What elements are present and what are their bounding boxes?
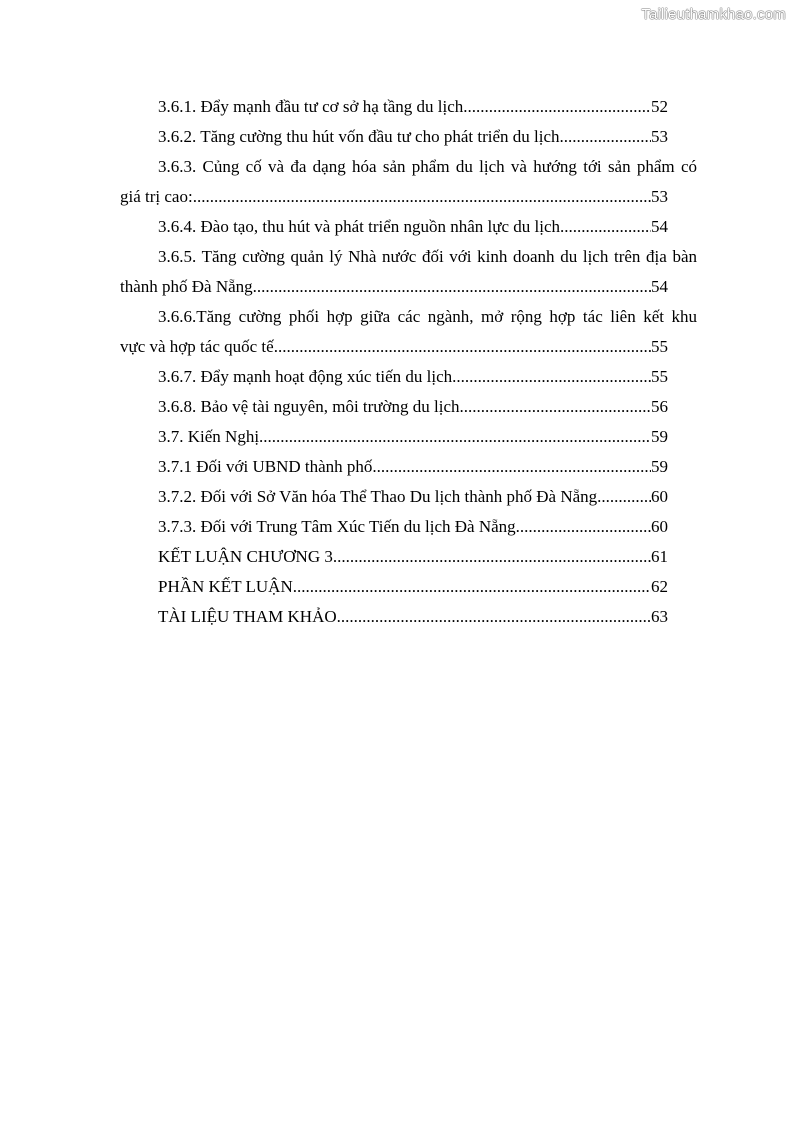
toc-entry-title: 3.6.8. Bảo vệ tài nguyên, môi trường du lịch	[158, 397, 460, 416]
dot-leader	[460, 392, 652, 422]
toc-entry[interactable]	[120, 572, 668, 602]
toc-entry-title-line2: vực và hợp tác quốc tế	[120, 337, 274, 356]
dot-leader	[516, 512, 651, 542]
toc-entry[interactable]	[120, 122, 668, 152]
toc-page-number: 59	[651, 427, 668, 446]
toc-entry-title: 3.6.1. Đẩy mạnh đầu tư cơ sở hạ tầng du lịch	[158, 97, 464, 116]
toc-entry-title: 3.6.2. Tăng cường thu hút vốn đầu tư cho phát triển du lịch	[158, 127, 560, 146]
dot-leader	[463, 92, 651, 122]
toc-entry[interactable]	[120, 212, 668, 242]
toc-page-number: 55	[651, 367, 668, 386]
toc-entry[interactable]	[120, 392, 668, 422]
dot-leader	[193, 182, 651, 212]
toc-entry[interactable]	[120, 422, 668, 452]
toc-entry[interactable]	[120, 152, 697, 212]
toc-entry-title: 3.6.7. Đẩy mạnh hoạt động xúc tiến du lịch	[158, 367, 453, 386]
dot-leader	[372, 452, 651, 482]
toc-entry-title: TÀI LIỆU THAM KHẢO	[158, 607, 337, 626]
dot-leader	[333, 542, 651, 572]
toc-entry[interactable]	[120, 302, 697, 362]
table-of-contents	[120, 92, 697, 632]
toc-entry-title-line1: 3.6.3. Củng cố và đa dạng hóa sản phẩm du lịch và hướng tới sản phẩm có	[158, 157, 697, 176]
dot-leader	[253, 272, 651, 302]
toc-entry[interactable]	[120, 542, 668, 572]
toc-entry[interactable]	[120, 452, 668, 482]
dot-leader	[293, 572, 651, 602]
toc-entry-title-line1: 3.6.6.Tăng cường phối hợp giữa các ngành, mở rộng hợp tác liên kết khu	[158, 307, 697, 326]
toc-page-number: 59	[651, 457, 668, 476]
toc-page-number: 60	[651, 487, 668, 506]
toc-entry[interactable]	[120, 512, 668, 542]
toc-entry[interactable]	[120, 482, 668, 512]
toc-entry-title-line1: 3.6.5. Tăng cường quản lý Nhà nước đối với kinh doanh du lịch trên địa bàn	[158, 247, 697, 266]
watermark-text: Tailieuthamkhao.com	[641, 6, 786, 23]
dot-leader	[560, 122, 651, 152]
toc-entry[interactable]	[120, 362, 668, 392]
dot-leader	[259, 422, 651, 452]
dot-leader	[560, 212, 651, 242]
toc-entry-title: 3.7.1 Đối với UBND thành phố	[158, 457, 373, 476]
toc-page-number: 61	[651, 547, 668, 566]
toc-page-number: 53	[651, 187, 668, 206]
toc-entry[interactable]	[120, 602, 668, 632]
toc-page-number: 54	[651, 217, 668, 236]
toc-entry-title: 3.6.4. Đào tạo, thu hút và phát triển nguồn nhân lực du lịch	[158, 217, 561, 236]
dot-leader	[452, 362, 651, 392]
toc-entry-title: 3.7. Kiến Nghị	[158, 427, 260, 446]
toc-entry-title: 3.7.3. Đối với Trung Tâm Xúc Tiến du lịch Đà Nẵng	[158, 517, 516, 536]
toc-entry-title: KẾT LUẬN CHƯƠNG 3	[158, 547, 333, 566]
toc-entry-title-line2: giá trị cao:	[120, 187, 193, 206]
toc-page-number: 56	[651, 397, 668, 416]
toc-page-number: 62	[651, 577, 668, 596]
toc-entry[interactable]	[120, 92, 668, 122]
toc-entry-title-line2: thành phố Đà Nẵng	[120, 277, 253, 296]
toc-page-number: 60	[651, 517, 668, 536]
dot-leader	[597, 482, 651, 512]
toc-page-number: 53	[651, 127, 668, 146]
toc-page-number: 52	[651, 97, 668, 116]
toc-entry-title: PHẦN KẾT LUẬN	[158, 577, 293, 596]
toc-page-number: 55	[651, 337, 668, 356]
toc-page-number: 54	[651, 277, 668, 296]
dot-leader	[337, 602, 651, 632]
toc-entry-title: 3.7.2. Đối với Sở Văn hóa Thể Thao Du lịch thành phố Đà Nẵng	[158, 487, 598, 506]
dot-leader	[274, 332, 651, 362]
toc-entry[interactable]	[120, 242, 697, 302]
toc-page-number: 63	[651, 607, 668, 626]
